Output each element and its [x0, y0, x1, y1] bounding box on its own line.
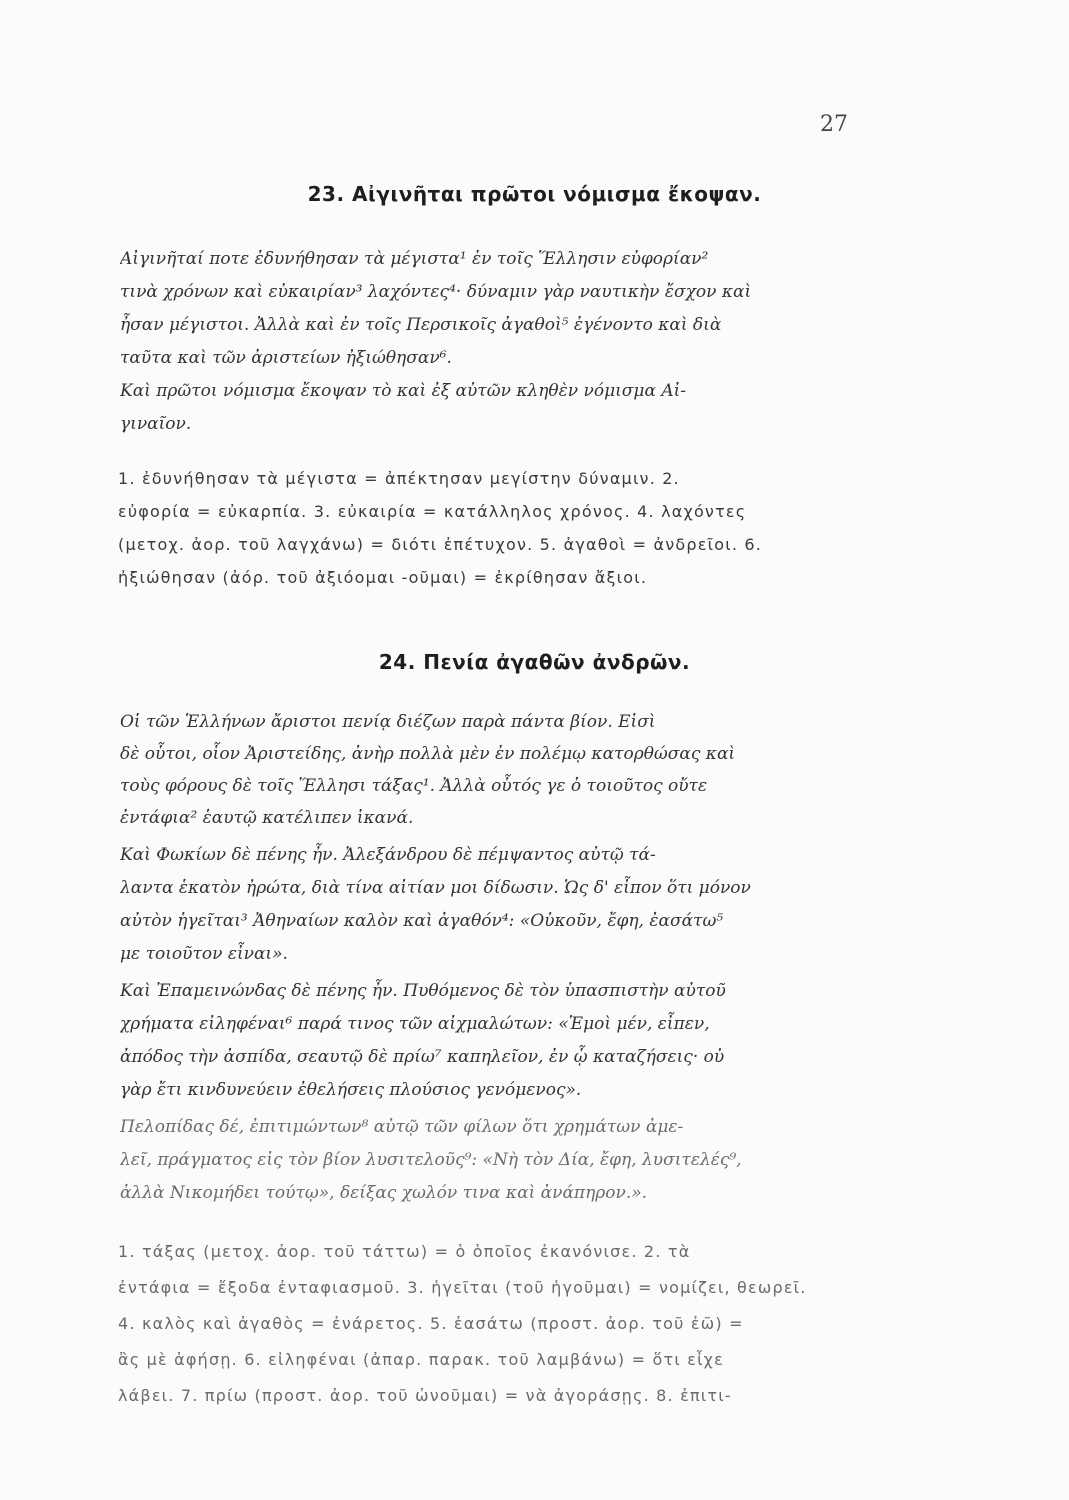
note-line: (μετοχ. ἀορ. τοῦ λαγχάνω) = διότι ἐπέτυχον. 5. ἀγαθοὶ = ἀνδρεῖοι. 6. [118, 535, 763, 554]
text-line: ἦσαν μέγιστοι. Ἀλλὰ καὶ ἐν τοῖς Περσικοῖς ἀγαθοὶ⁵ ἐγένοντο καὶ διὰ [120, 315, 722, 335]
text-line: αὐτὸν ἡγεῖται³ Ἀθηναίων καλὸν καὶ ἀγαθόν⁴: «Οὐκοῦν, ἔφη, ἐασάτω⁵ [120, 911, 724, 931]
text-line: ταῦτα καὶ τῶν ἀριστείων ἠξιώθησαν⁶. [120, 348, 452, 368]
note-line: 1. ἐδυνήθησαν τὰ μέγιστα = ἀπέκτησαν μεγίστην δύναμιν. 2. [118, 469, 680, 488]
text-line: Πελοπίδας δέ, ἐπιτιμώντων⁸ αὐτῷ τῶν φίλων ὅτι χρημάτων ἀμε- [120, 1117, 684, 1137]
note-line: ἐντάφια = ἔξοδα ἐνταφιασμοῦ. 3. ἡγεῖται (τοῦ ἡγοῦμαι) = νομίζει, θεωρεῖ. [118, 1278, 807, 1297]
note-line: εὐφορία = εὐκαρπία. 3. εὐκαιρία = κατάλληλος χρόνος. 4. λαχόντες [118, 502, 747, 521]
note-line: ἂς μὲ ἀφήσῃ. 6. εἰληφέναι (ἀπαρ. παρακ. τοῦ λαμβάνω) = ὅτι εἶχε [118, 1350, 724, 1369]
text-line: Καὶ πρῶτοι νόμισμα ἔκοψαν τὸ καὶ ἐξ αὐτῶν κληθὲν νόμισμα Αἰ- [120, 381, 687, 401]
text-line: ἀπόδος τὴν ἀσπίδα, σεαυτῷ δὲ πρίω⁷ καπηλεῖον, ἐν ᾧ καταζήσεις· οὐ [120, 1047, 725, 1067]
text-line: γιναῖον. [120, 414, 192, 434]
text-line: Οἱ τῶν Ἑλλήνων ἄριστοι πενίᾳ διέζων παρὰ πάντα βίον. Εἰσὶ [120, 712, 656, 732]
note-line: λάβει. 7. πρίω (προστ. ἀορ. τοῦ ὠνοῦμαι) = νὰ ἀγοράσῃς. 8. ἐπιτι- [118, 1386, 732, 1405]
section-title-24: 24. Πενία ἀγαθῶν ἀνδρῶν. [378, 650, 691, 674]
text-line: με τοιοῦτον εἶναι». [120, 944, 288, 964]
text-line: ἀλλὰ Νικομήδει τούτῳ», δείξας χωλόν τινα καὶ ἀνάπηρον.». [120, 1183, 648, 1203]
text-line: ἐντάφια² ἑαυτῷ κατέλιπεν ἱκανά. [120, 808, 414, 828]
text-line: λαντα ἑκατὸν ἠρώτα, διὰ τίνα αἰτίαν μοι δίδωσιν. Ὡς δ' εἶπον ὅτι μόνον [120, 878, 751, 898]
text-line: Καὶ Φωκίων δὲ πένης ἦν. Ἀλεξάνδρου δὲ πέμψαντος αὐτῷ τά- [120, 845, 656, 865]
note-line: 4. καλὸς καὶ ἀγαθὸς = ἐνάρετος. 5. ἐασάτω (προστ. ἀορ. τοῦ ἐῶ) = [118, 1314, 744, 1333]
text-line: δὲ οὗτοι, οἷον Ἀριστείδης, ἀνὴρ πολλὰ μὲν ἐν πολέμῳ κατορθώσας καὶ [120, 744, 736, 764]
text-line: λεῖ, πράγματος εἰς τὸν βίον λυσιτελοῦς⁹: «Νὴ τὸν Δία, ἔφη, λυσιτελές⁹, [120, 1150, 742, 1170]
page-number: 27 [820, 112, 848, 137]
section-title-23: 23. Αἰγινῆται πρῶτοι νόμισμα ἔκοψαν. [307, 182, 762, 206]
text-line: τινὰ χρόνων καὶ εὐκαιρίαν³ λαχόντες⁴· δύναμιν γὰρ ναυτικὴν ἔσχον καὶ [120, 282, 752, 302]
text-line: Καὶ Ἐπαμεινώνδας δὲ πένης ἦν. Πυθόμενος δὲ τὸν ὑπασπιστὴν αὐτοῦ [120, 981, 726, 1001]
text-line: γὰρ ἔτι κινδυνεύειν ἐθελήσεις πλούσιος γενόμενος». [120, 1080, 582, 1100]
text-line: χρήματα εἰληφέναι⁶ παρά τινος τῶν αἰχμαλώτων: «Ἐμοὶ μέν, εἶπεν, [120, 1014, 710, 1034]
text-line: Αἰγινῆταί ποτε ἐδυνήθησαν τὰ μέγιστα¹ ἐν τοῖς Ἕλλησιν εὐφορίαν² [120, 249, 709, 269]
note-line: 1. τάξας (μετοχ. ἀορ. τοῦ τάττω) = ὁ ὁποῖος ἐκανόνισε. 2. τὰ [118, 1242, 691, 1261]
note-line: ἠξιώθησαν (ἀόρ. τοῦ ἀξιόομαι -οῦμαι) = ἐκρίθησαν ἄξιοι. [118, 568, 648, 587]
text-line: τοὺς φόρους δὲ τοῖς Ἕλλησι τάξας¹. Ἀλλὰ οὗτός γε ὁ τοιοῦτος οὔτε [120, 776, 708, 796]
